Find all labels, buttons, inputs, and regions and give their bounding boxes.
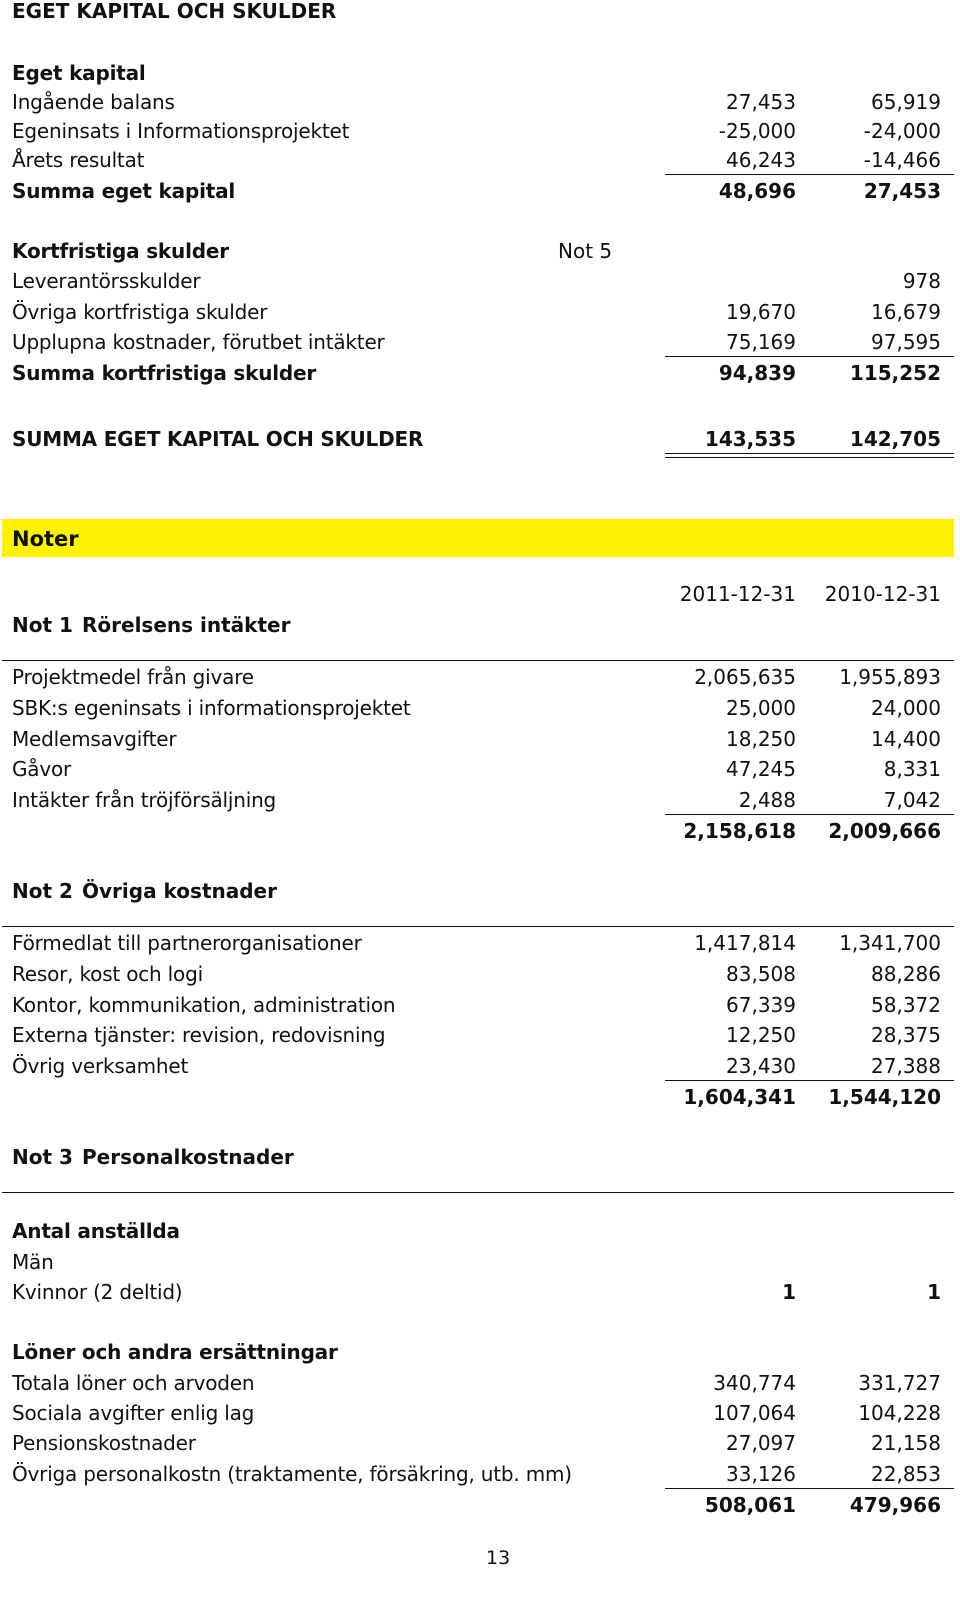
note-reference: Not 5 [558, 239, 613, 263]
row-label: Egeninsats i Informationsprojektet [12, 119, 350, 143]
row-label: Externa tjänster: revision, redovisning [12, 1023, 386, 1047]
column-headers [12, 583, 948, 605]
total-row [12, 180, 948, 202]
date-2010: 2010-12-31 [824, 582, 941, 606]
value-2011: 1,417,814 [694, 931, 796, 955]
note-title: Rörelsens intäkter [82, 613, 291, 637]
table-row [12, 728, 948, 750]
value-2010: 1 [927, 1280, 941, 1304]
section-rule [2, 1192, 954, 1193]
row-label: Förmedlat till partnerorganisationer [12, 931, 362, 955]
value-2011: 75,169 [726, 330, 796, 354]
value-2011: 67,339 [726, 993, 796, 1017]
value-2011: 23,430 [726, 1054, 796, 1078]
section-heading-eget-kapital [12, 62, 948, 84]
total-row [12, 1086, 948, 1108]
value-2010: 22,853 [871, 1462, 941, 1486]
table-row [12, 149, 948, 171]
total-row [12, 1494, 948, 1516]
section-heading-kortfristiga [12, 240, 948, 262]
value-2010: 115,252 [849, 361, 941, 385]
table-row [12, 1463, 948, 1485]
value-2010: 21,158 [871, 1431, 941, 1455]
note-title: Övriga kostnader [82, 879, 277, 903]
table-row [12, 1024, 948, 1046]
value-2010: 479,966 [849, 1493, 941, 1517]
row-label: Totala löner och arvoden [12, 1371, 255, 1395]
table-row [12, 120, 948, 142]
note-number: Not 2 [12, 879, 73, 903]
value-2011: 48,696 [718, 179, 796, 203]
value-2010: 27,388 [871, 1054, 941, 1078]
value-2010: 65,919 [871, 90, 941, 114]
table-row [12, 1432, 948, 1454]
subsection-heading-loner [12, 1341, 948, 1363]
heading-label: Eget kapital [12, 61, 146, 85]
banner-label: Noter [12, 527, 79, 551]
table-row [12, 789, 948, 811]
table-row [12, 270, 948, 292]
value-2010: -14,466 [863, 148, 941, 172]
value-2011: 2,158,618 [683, 819, 796, 843]
double-underline [665, 453, 954, 458]
row-label: Kontor, kommunikation, administration [12, 993, 396, 1017]
value-2011: 46,243 [726, 148, 796, 172]
row-label: SBK:s egeninsats i informationsprojektet [12, 696, 411, 720]
value-2010: 7,042 [883, 788, 941, 812]
section-rule [2, 926, 954, 927]
value-2010: 88,286 [871, 962, 941, 986]
row-label: Övrig verksamhet [12, 1054, 189, 1078]
row-label: Män [12, 1250, 54, 1274]
row-label: Årets resultat [12, 148, 145, 172]
value-2010: 142,705 [849, 427, 941, 451]
note-number: Not 1 [12, 613, 73, 637]
value-2010: 1,341,700 [839, 931, 941, 955]
value-2011: 508,061 [704, 1493, 796, 1517]
page-title: EGET KAPITAL OCH SKULDER [12, 0, 337, 23]
value-2011: 83,508 [726, 962, 796, 986]
page-number: 13 [486, 1547, 511, 1569]
value-2011: -25,000 [718, 119, 796, 143]
table-row [12, 1372, 948, 1394]
row-label: Resor, kost och logi [12, 962, 203, 986]
heading-label: Löner och andra ersättningar [12, 1340, 338, 1364]
value-2010: 24,000 [871, 696, 941, 720]
row-label: SUMMA EGET KAPITAL OCH SKULDER [12, 427, 424, 451]
table-row [12, 758, 948, 780]
sum-rule [665, 356, 954, 357]
table-row [12, 932, 948, 954]
value-2011: 1 [782, 1280, 796, 1304]
sum-rule [665, 814, 954, 815]
table-row [12, 1402, 948, 1424]
table-row [12, 666, 948, 688]
note-title: Personalkostnader [82, 1145, 294, 1169]
value-2011: 107,064 [713, 1401, 796, 1425]
value-2011: 94,839 [718, 361, 796, 385]
value-2010: 978 [902, 269, 941, 293]
sum-rule [665, 1080, 954, 1081]
value-2010: 28,375 [871, 1023, 941, 1047]
value-2010: 97,595 [871, 330, 941, 354]
heading-label: Antal anställda [12, 1219, 180, 1243]
row-label: Projektmedel från givare [12, 665, 254, 689]
value-2011: 12,250 [726, 1023, 796, 1047]
row-label: Leverantörsskulder [12, 269, 201, 293]
value-2011: 143,535 [704, 427, 796, 451]
value-2011: 1,604,341 [683, 1085, 796, 1109]
table-row [12, 1055, 948, 1077]
value-2011: 33,126 [726, 1462, 796, 1486]
value-2010: 104,228 [858, 1401, 941, 1425]
date-2011: 2011-12-31 [679, 582, 796, 606]
table-row [12, 697, 948, 719]
table-row [12, 91, 948, 113]
note-2-heading [12, 880, 948, 902]
value-2010: 14,400 [871, 727, 941, 751]
total-row [12, 362, 948, 384]
note-1-heading [12, 614, 948, 636]
row-label: Medlemsavgifter [12, 727, 177, 751]
table-row [12, 1251, 948, 1273]
value-2010: 1,544,120 [828, 1085, 941, 1109]
grand-total-row [12, 428, 948, 450]
row-label: Intäkter från tröjförsäljning [12, 788, 277, 812]
row-label: Sociala avgifter enlig lag [12, 1401, 255, 1425]
row-label: Övriga kortfristiga skulder [12, 300, 268, 324]
sum-rule [665, 1488, 954, 1489]
row-label: Upplupna kostnader, förutbet intäkter [12, 330, 385, 354]
note-3-heading [12, 1146, 948, 1168]
section-rule [2, 660, 954, 661]
sum-rule [665, 174, 954, 175]
value-2010: 331,727 [858, 1371, 941, 1395]
value-2011: 25,000 [726, 696, 796, 720]
table-row [12, 331, 948, 353]
heading-label: Kortfristiga skulder [12, 239, 229, 263]
value-2011: 27,097 [726, 1431, 796, 1455]
noter-banner [2, 519, 954, 557]
row-label: Kvinnor (2 deltid) [12, 1280, 183, 1304]
note-number: Not 3 [12, 1145, 73, 1169]
value-2010: 8,331 [883, 757, 941, 781]
row-label: Ingående balans [12, 90, 175, 114]
value-2011: 18,250 [726, 727, 796, 751]
table-row [12, 301, 948, 323]
value-2010: 16,679 [871, 300, 941, 324]
table-row [12, 1281, 948, 1303]
row-label: Summa eget kapital [12, 179, 236, 203]
value-2011: 27,453 [726, 90, 796, 114]
value-2011: 2,065,635 [694, 665, 796, 689]
value-2010: 27,453 [863, 179, 941, 203]
row-label: Summa kortfristiga skulder [12, 361, 317, 385]
value-2011: 340,774 [713, 1371, 796, 1395]
row-label: Övriga personalkostn (traktamente, försäkring, utb. mm) [12, 1462, 572, 1486]
total-row [12, 820, 948, 842]
table-row [12, 963, 948, 985]
value-2011: 2,488 [738, 788, 796, 812]
value-2010: 1,955,893 [839, 665, 941, 689]
subsection-heading-antal [12, 1220, 948, 1242]
row-label: Gåvor [12, 757, 72, 781]
row-label: Pensionskostnader [12, 1431, 196, 1455]
value-2010: 2,009,666 [828, 819, 941, 843]
value-2011: 47,245 [726, 757, 796, 781]
value-2010: 58,372 [871, 993, 941, 1017]
value-2010: -24,000 [863, 119, 941, 143]
value-2011: 19,670 [726, 300, 796, 324]
table-row [12, 994, 948, 1016]
